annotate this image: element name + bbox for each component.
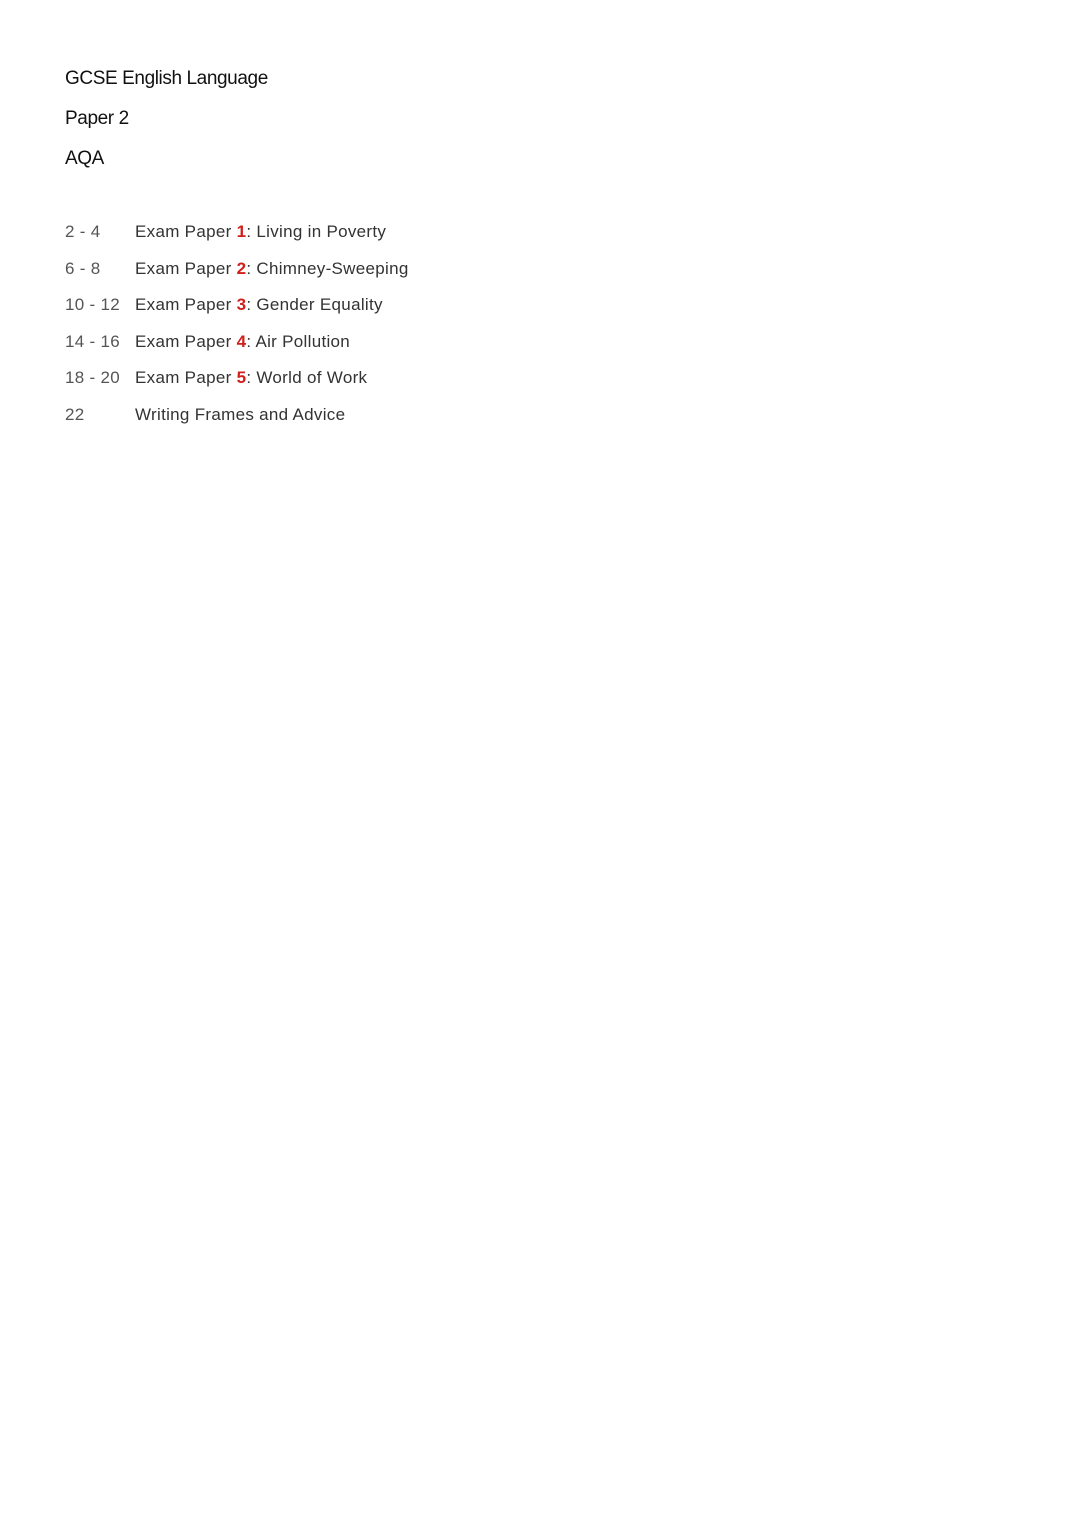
toc-entry-prefix: Exam Paper xyxy=(135,295,237,315)
toc-entry-suffix: : Gender Equality xyxy=(246,295,383,315)
document-subtitle-board: AQA xyxy=(65,148,104,169)
document-title: GCSE English Language xyxy=(65,68,268,89)
toc-entry-number: 4 xyxy=(236,331,247,351)
toc-page-range: 18 - 20 xyxy=(65,368,121,388)
toc-page-range: 2 - 4 xyxy=(65,222,101,241)
table-of-contents xyxy=(65,222,409,442)
toc-row xyxy=(65,368,409,405)
toc-entry-prefix: Exam Paper xyxy=(135,331,237,351)
toc-row xyxy=(65,332,409,369)
toc-entry-prefix: Exam Paper xyxy=(135,258,237,278)
toc-page-range: 22 xyxy=(65,404,85,424)
toc-entry-number: 1 xyxy=(236,222,247,241)
toc-entry-number: 2 xyxy=(236,258,247,278)
document-subtitle-paper: Paper 2 xyxy=(65,108,129,129)
toc-row xyxy=(65,405,409,442)
toc-entry-prefix: Writing Frames and Advice xyxy=(135,404,346,424)
toc-entry-title xyxy=(135,295,383,315)
toc-page-range: 10 - 12 xyxy=(65,295,121,315)
toc-entry-suffix: : World of Work xyxy=(246,368,368,388)
toc-entry-suffix: : Chimney-Sweeping xyxy=(246,258,409,278)
toc-row xyxy=(65,222,409,259)
toc-entry-title xyxy=(135,332,350,352)
toc-entry-number: 5 xyxy=(236,368,247,388)
toc-entry-suffix: : Living in Poverty xyxy=(246,222,387,241)
toc-entry-prefix: Exam Paper xyxy=(135,222,237,241)
toc-page-range: 6 - 8 xyxy=(65,258,101,278)
toc-page-range: 14 - 16 xyxy=(65,331,121,351)
toc-row xyxy=(65,295,409,332)
toc-entry-suffix: : Air Pollution xyxy=(246,331,351,351)
toc-entry-prefix: Exam Paper xyxy=(135,368,237,388)
toc-row xyxy=(65,259,409,296)
toc-entry-title xyxy=(135,405,345,425)
toc-entry-title xyxy=(135,368,367,388)
toc-entry-number: 3 xyxy=(236,295,247,315)
toc-entry-title xyxy=(135,259,409,279)
toc-entry-title xyxy=(135,222,386,242)
